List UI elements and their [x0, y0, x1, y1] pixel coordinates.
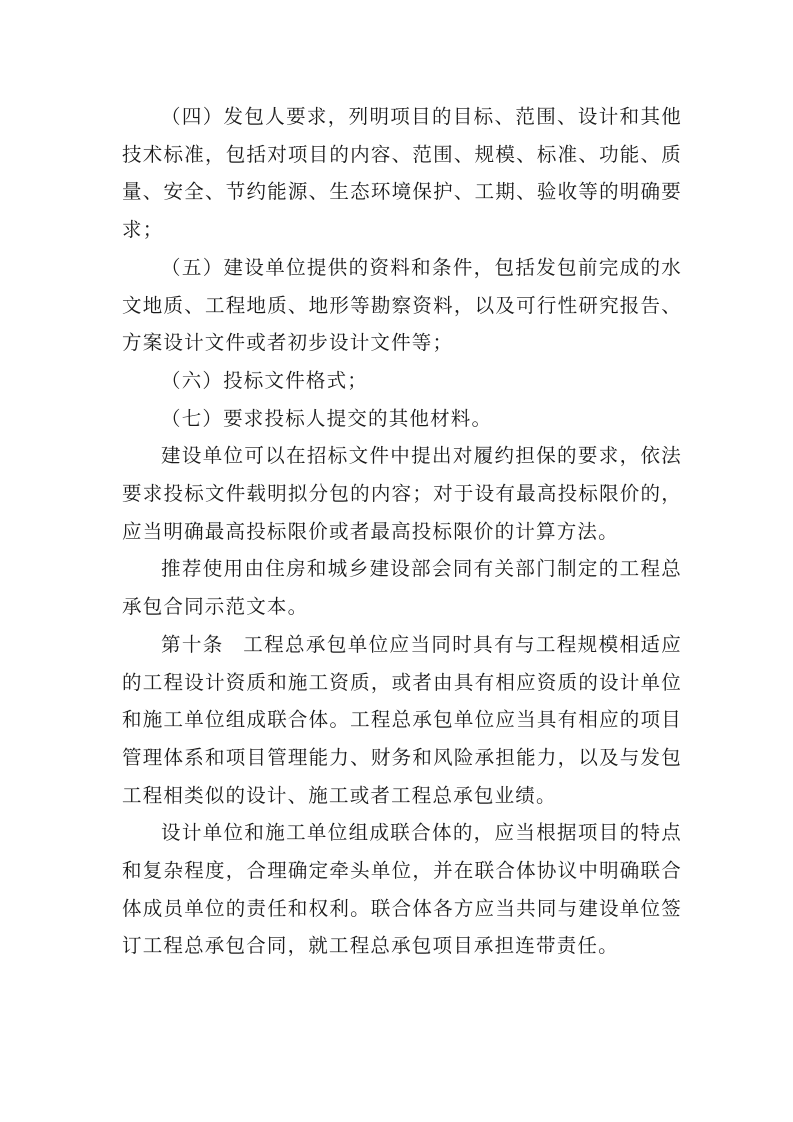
- document-body: [122, 98, 682, 965]
- paragraph-requirements: （四）发包人要求，列明项目的目标、范围、设计和其他技术标准，包括对项目的内容、范围、规模、标准、功能、质量、安全、节约能源、生态环境保护、工期、验收等的明确要求；: [122, 105, 682, 242]
- article-text: 工程总承包单位应当同时具有与工程规模相适应的工程设计资质和施工资质，或者由具有相应资质的设计单位和施工单位组成联合体。工程总承包单位应当具有相应的项目管理体系和项目管理能力、财务和风险承担能力，以及与发包工程相类似的设计、施工或者工程总承包业绩。: [122, 632, 682, 807]
- paragraph-other-materials: （七）要求投标人提交的其他材料。: [161, 406, 493, 430]
- article-number: 第十条: [161, 632, 224, 656]
- paragraph-materials: （五）建设单位提供的资料和条件，包括发包前完成的水文地质、工程地质、地形等勘察资料，以及可行性研究报告、方案设计文件或者初步设计文件等；: [122, 255, 682, 355]
- paragraph-article-10: [122, 626, 682, 815]
- paragraph-bid-format: （六）投标文件格式；: [161, 368, 369, 392]
- paragraph-guarantee: 建设单位可以在招标文件中提出对履约担保的要求，依法要求投标文件载明拟分包的内容；对于设有最高投标限价的，应当明确最高投标限价或者最高投标限价的计算方法。: [122, 444, 682, 543]
- paragraph-consortium: 设计单位和施工单位组成联合体的，应当根据项目的特点和复杂程度，合理确定牵头单位，并在联合体协议中明确联合体成员单位的责任和权利。联合体各方应当共同与建设单位签订工程总承包合同，就工程总承包项目承担连带责任。: [122, 821, 682, 958]
- paragraph-contract-template: 推荐使用由住房和城乡建设部会同有关部门制定的工程总承包合同示范文本。: [122, 557, 682, 619]
